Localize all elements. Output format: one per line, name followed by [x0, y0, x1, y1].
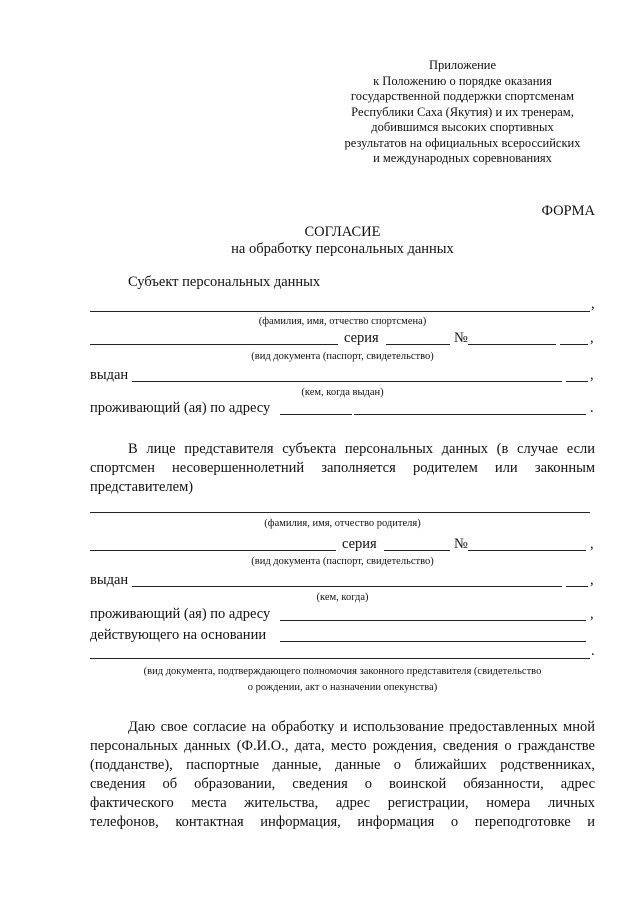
parent-issued-extra-field[interactable]: [566, 586, 588, 587]
series-label: серия: [344, 330, 379, 346]
number-label: №: [454, 536, 468, 552]
parent-document-row: [90, 536, 595, 554]
caption-parent-issued: (кем, когда): [316, 592, 369, 603]
comma: ,: [590, 536, 594, 552]
subject-address-field-1[interactable]: [280, 414, 352, 415]
comma: ,: [590, 367, 594, 383]
subject-issued-field[interactable]: [132, 381, 562, 382]
parent-document-field[interactable]: [90, 550, 336, 551]
address-label: проживающий (ая) по адресу: [90, 400, 271, 416]
appendix-line: Республики Саха (Якутия) и их тренерам,: [351, 104, 574, 119]
parent-series-field[interactable]: [384, 550, 450, 551]
representative-intro: [90, 440, 595, 497]
subject-heading: Субъект персональных данных: [128, 274, 321, 290]
consent-line: персональных данных (Ф.И.О., дата, место рождения, сведения о гражданстве: [90, 738, 595, 754]
document-title: СОГЛАСИЕ: [304, 224, 381, 240]
appendix-line: и международных соревнованиях: [373, 151, 552, 165]
consent-paragraph: [90, 718, 595, 832]
comma: ,: [590, 330, 594, 346]
parent-name-field[interactable]: [90, 512, 590, 513]
address-label: проживающий (ая) по адресу: [90, 606, 271, 622]
consent-line: телефонов, контактная информация, информация о переподготовке и: [90, 814, 595, 830]
consent-line: (подданстве), паспортные данные, данные о ближайших родственниках,: [90, 757, 595, 773]
appendix-line: государственной поддержки спортсменам: [350, 89, 575, 103]
subject-number-field[interactable]: [468, 344, 556, 345]
period: .: [590, 400, 594, 416]
appendix-line: Приложение: [428, 58, 497, 72]
basis-label: действующего на основании: [90, 627, 267, 643]
subject-address-row: [90, 400, 595, 418]
caption-basis-line2: о рождении, акт о назначении опекунства): [247, 682, 438, 693]
caption-parent-doc: (вид документа (паспорт, свидетельство): [251, 556, 434, 567]
parent-address-row: [90, 606, 595, 624]
caption-basis-line1: (вид документа, подтверждающего полномочия законного представителя (свидетельство: [143, 666, 542, 677]
appendix-line: к Положению о порядке оказания: [373, 73, 552, 88]
parent-issued-row: [90, 572, 595, 590]
parent-number-field[interactable]: [468, 550, 586, 551]
consent-line: Даю свое согласие на обработку и использование предоставленных мной: [128, 719, 595, 735]
parent-basis-row: [90, 627, 595, 645]
subject-issued-row: [90, 367, 595, 385]
intro-line: представителем): [90, 479, 194, 495]
appendix-block: [330, 58, 595, 167]
form-label: ФОРМА: [541, 203, 595, 219]
intro-line: спортсмен несовершеннолетний заполняется родителем или законным: [90, 460, 595, 476]
intro-line: В лице представителя субъекта персональных данных (в случае если: [128, 441, 595, 457]
subject-number-extra-field[interactable]: [560, 344, 588, 345]
consent-line: сведения об образовании, сведения о воинской обязанности, адрес: [90, 776, 595, 792]
subject-issued-extra-field[interactable]: [566, 381, 588, 382]
parent-address-field[interactable]: [280, 620, 586, 621]
appendix-line: результатов на официальных всероссийских: [344, 135, 581, 150]
issued-label: выдан: [90, 367, 129, 383]
caption-subject-issued: (кем, когда выдан): [301, 387, 384, 398]
comma: ,: [590, 572, 594, 588]
subject-document-field[interactable]: [90, 344, 338, 345]
appendix-line: добившимся высоких спортивных: [371, 120, 554, 134]
issued-label: выдан: [90, 572, 129, 588]
subject-series-field[interactable]: [386, 344, 450, 345]
caption-parent-name: (фамилия, имя, отчество родителя): [264, 518, 421, 529]
series-label: серия: [342, 536, 377, 552]
comma: ,: [591, 296, 595, 312]
period: .: [591, 643, 595, 659]
consent-line: фактического места жительства, адрес регистрации, номера личных: [90, 795, 595, 811]
document-subtitle: на обработку персональных данных: [231, 241, 454, 257]
subject-name-field[interactable]: [90, 311, 590, 312]
parent-issued-field[interactable]: [132, 586, 562, 587]
subject-document-row: [90, 330, 595, 348]
number-label: №: [454, 330, 468, 346]
caption-subject-doc: (вид документа (паспорт, свидетельство): [251, 351, 434, 362]
subject-address-field-2[interactable]: [354, 414, 586, 415]
caption-subject-name: (фамилия, имя, отчество спортсмена): [258, 316, 427, 327]
parent-basis-field-2[interactable]: [90, 658, 590, 659]
parent-basis-field[interactable]: [280, 641, 586, 642]
comma: ,: [590, 606, 594, 622]
